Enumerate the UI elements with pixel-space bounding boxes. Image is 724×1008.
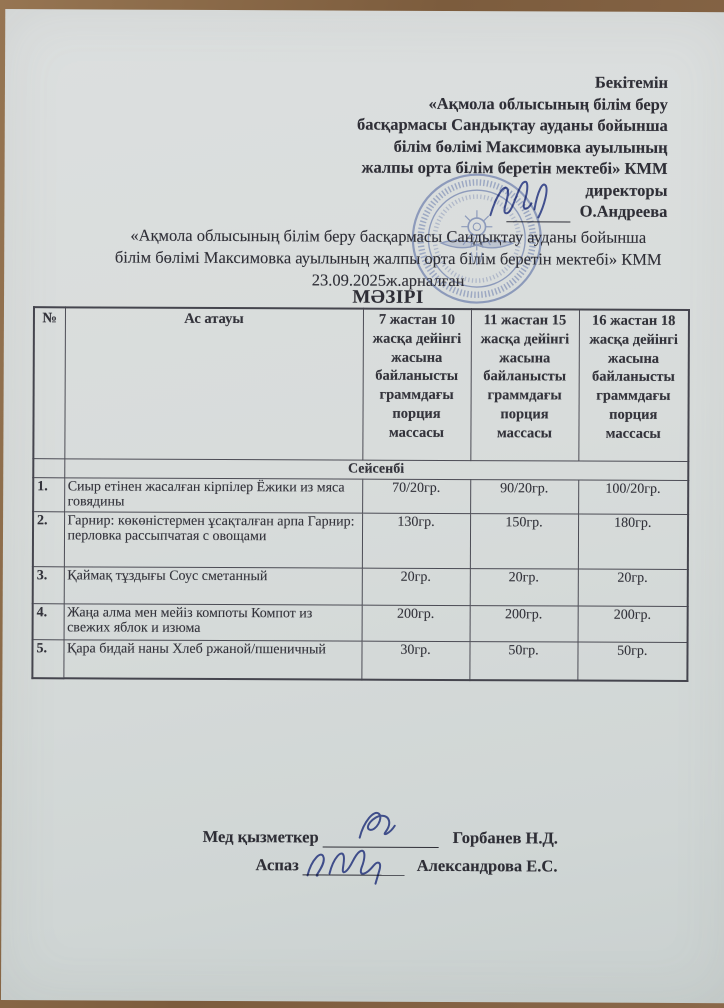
signature-line: [303, 858, 405, 875]
dish-name-kz: Қаймақ тұздығы: [67, 567, 166, 584]
subtitle-line: білім бөлімі Максимовка ауылының жалпы орта білім беретін мектебі» КММ: [114, 247, 662, 269]
dish-cell: [64, 511, 362, 567]
column-header-dish: Ас атауы: [64, 307, 363, 459]
subtitle-block: [68, 224, 708, 293]
portion-cell: 200гр.: [362, 605, 470, 641]
cook-name: Александрова Е.С.: [416, 855, 558, 876]
dish-cell: [64, 566, 362, 604]
portion-cell: 200гр.: [578, 606, 688, 642]
portion-cell: 200гр.: [470, 605, 578, 641]
portion-cell: 180гр.: [578, 514, 688, 569]
approval-line: Бекітемін: [594, 72, 669, 92]
dish-name-kz: Гарнир: көкөністермен ұсақталған арпа: [67, 512, 305, 529]
signature-line: [507, 205, 571, 222]
row-number: 2.: [33, 511, 64, 566]
med-signature-row: [203, 827, 558, 849]
approval-block: [357, 71, 668, 223]
menu-table: [31, 306, 690, 682]
table-row: [33, 477, 688, 514]
dish-name-ru: Хлеб ржаной/пшеничный: [172, 641, 326, 657]
subtitle-line: 23.09.2025ж.арналған: [311, 270, 465, 291]
table-header-row: [33, 307, 689, 461]
row-number: 3.: [33, 566, 64, 603]
portion-cell: 50гр.: [469, 641, 577, 680]
cook-label: Аспаз: [255, 855, 299, 875]
column-header-portion-11-15: 11 жастан 15 жасқа дейінгі жасына байланысты граммдағы порция массасы: [470, 309, 579, 460]
table-row: [33, 603, 688, 642]
portion-cell: 20гр.: [470, 568, 578, 605]
day-row-empty-cell: [33, 458, 64, 477]
column-header-portion-16-18: 16 жастан 18 жасқа дейінгі жасына байланысты граммдағы порция массасы: [578, 310, 689, 461]
dish-name-kz: Сиыр етінен жасалған кірпілер: [67, 478, 254, 495]
document-page: [1, 9, 724, 1003]
portion-cell: 130гр.: [362, 513, 470, 568]
dish-cell: [64, 603, 362, 640]
portion-cell: 70/20гр.: [362, 479, 470, 513]
column-header-portion-7-10: 7 жастан 10 жасқа дейінгі жасына байланысты граммдағы порция массасы: [362, 309, 471, 460]
director-name: О.Андреева: [579, 201, 668, 221]
cook-signature-row: [256, 855, 558, 876]
dish-cell: [64, 477, 362, 512]
portion-cell: 90/20гр.: [470, 479, 578, 513]
table-row: [33, 566, 688, 606]
dish-name-ru: Соус сметанный: [169, 568, 268, 584]
approval-line: басқармасы Сандықтау ауданы бойынша: [356, 114, 668, 135]
page-title: МӘЗІРІ: [352, 286, 424, 308]
dish-name-kz: Жаңа алма мен мейіз компоты: [67, 604, 248, 621]
approval-line: «Ақмола облысының білім беру: [428, 93, 668, 114]
med-worker-label: Мед қызметкер: [202, 826, 319, 847]
row-number: 5.: [32, 639, 63, 678]
column-header-number: №: [33, 307, 65, 458]
signature-line: [323, 830, 439, 848]
day-label: Сейсенбі: [64, 458, 688, 480]
dish-cell: [63, 639, 361, 679]
row-number: 1.: [33, 477, 64, 511]
row-number: 4.: [33, 603, 64, 639]
table-row: [33, 511, 688, 569]
approval-line: жалпы орта білім беретін мектебі» КММ: [361, 157, 668, 178]
dish-name-kz: Қара бидай наны: [66, 640, 169, 657]
portion-cell: 20гр.: [362, 568, 470, 605]
portion-cell: 150гр.: [470, 513, 578, 568]
approval-line: директоры: [585, 180, 668, 200]
portion-cell: 20гр.: [578, 569, 688, 606]
portion-cell: 50гр.: [577, 642, 687, 681]
dish-name-ru: Компот из свежих яблок и изюма: [67, 605, 313, 636]
med-worker-name: Горбанев Н.Д.: [452, 828, 558, 848]
dish-name-ru: Ёжики из мяса говядины: [67, 479, 345, 510]
portion-cell: 30гр.: [361, 641, 469, 680]
subtitle-line: «Ақмола облысының білім беру басқармасы Сандықтау ауданы бойынша: [130, 225, 647, 247]
table-row: [32, 639, 687, 681]
portion-cell: 100/20гр.: [578, 480, 688, 514]
dish-name-ru: Гарнир: перловка рассыпчатая с овощами: [67, 513, 355, 545]
approval-line: білім бөлімі Максимовка ауылының: [393, 136, 668, 157]
director-signature-row: [357, 200, 668, 223]
